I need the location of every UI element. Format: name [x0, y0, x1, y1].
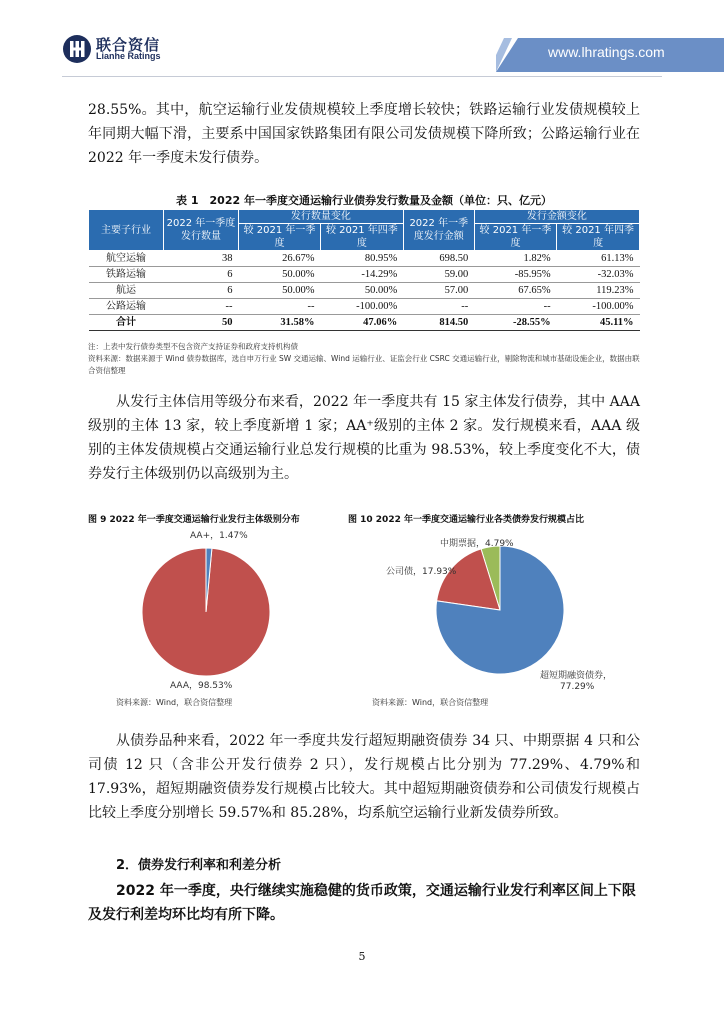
cell-count-vs-q1: --	[239, 299, 321, 315]
cell-count: --	[164, 299, 239, 315]
website-url[interactable]: www.lhratings.com	[548, 44, 665, 60]
page-header	[0, 0, 724, 80]
cell-count-vs-q1: 31.58%	[239, 315, 321, 331]
cell-amount: 59.00	[403, 267, 474, 283]
logo-text-en: Lianhe Ratings	[96, 51, 161, 61]
lianhe-logo-icon	[62, 34, 92, 64]
table-row	[89, 251, 640, 267]
cell-count-vs-q1: 50.00%	[239, 283, 321, 299]
cell-name: 公路运输	[89, 299, 164, 315]
figure-10-title: 图 10 2022 年一季度交通运输行业各类债券发行规模占比	[348, 515, 584, 525]
cell-name: 航空运输	[89, 251, 164, 267]
cell-count-vs-q1: 50.00%	[239, 267, 321, 283]
cell-amount: 57.00	[403, 283, 474, 299]
table-row	[89, 267, 640, 283]
cell-amount-vs-q4: -100.00%	[557, 299, 640, 315]
cell-name: 合计	[89, 315, 164, 331]
header-count-change: 发行数量变化	[239, 210, 404, 224]
paragraph-3: 从债券品种来看，2022 年一季度共发行超短期融资债券 34 只、中期票据 4 只和公司债 12 只（含非公开发行债券 2 只），发行规模占比分别为 77.29%、4.79%和 17.93%，超短期融资债券发行规模占比较大。其中超短期融资债券和公司债发行规模占比较上季度分别增长 59.57%和 85.28%，均系航空运输行业新发债券所致。	[88, 733, 640, 821]
cell-amount-vs-q1: -28.55%	[474, 315, 556, 331]
cell-amount-vs-q1: 1.82%	[474, 251, 556, 267]
cell-amount: 698.50	[403, 251, 474, 267]
label-aa-plus: AA+，1.47%	[190, 531, 248, 541]
cell-count-vs-q4: -14.29%	[320, 267, 403, 283]
cell-count-vs-q4: -100.00%	[320, 299, 403, 315]
header-count-vs-q4: 较 2021 年四季度	[320, 224, 403, 251]
header-amount-vs-q4: 较 2021 年四季度	[557, 224, 640, 251]
cell-amount-vs-q4: 119.23%	[557, 283, 640, 299]
section-heading: 2．债券发行利率和利差分析	[116, 858, 282, 873]
header-sub-industry: 主要子行业	[89, 210, 164, 251]
cell-amount-vs-q1: -85.95%	[474, 267, 556, 283]
cell-amount: 814.50	[403, 315, 474, 331]
cell-count-vs-q1: 26.67%	[239, 251, 321, 267]
header-amount-change: 发行金额变化	[474, 210, 639, 224]
logo	[62, 34, 192, 68]
figure-10-source: 资料来源：Wind，联合资信整理	[372, 698, 489, 707]
logo-text-cn: 联合资信	[96, 36, 161, 54]
label-scp-pct: 77.29%	[560, 682, 595, 692]
label-corp-bond: 公司债，17.93%	[386, 567, 457, 577]
label-mtn: 中期票据，4.79%	[440, 539, 514, 549]
cell-count: 38	[164, 251, 239, 267]
paragraph-1: 28.55%。其中，航空运输行业发债规模较上季度增长较快；铁路运输行业发债规模较上年同期大幅下滑，主要系中国国家铁路集团有限公司发债规模下降所致；公路运输行业在 2022 年一季度未发行债券。	[88, 102, 640, 166]
cell-count: 50	[164, 315, 239, 331]
label-aaa: AAA，98.53%	[170, 681, 233, 691]
table-note: 注：上表中发行债券类型不包含资产支持证券和政府支持机构债	[88, 342, 298, 351]
header-count-vs-q1: 较 2021 年一季度	[239, 224, 321, 251]
cell-amount-vs-q4: -32.03%	[557, 267, 640, 283]
cell-amount-vs-q4: 61.13%	[557, 251, 640, 267]
section-lead-paragraph: 2022 年一季度，央行继续实施稳健的货币政策，交通运输行业发行利率区间上下限及发行利差均环比均有所下降。	[88, 883, 636, 923]
header-divider	[62, 76, 662, 77]
cell-name: 航运	[89, 283, 164, 299]
table-source: 资料来源：数据来源于 Wind 债券数据库，选自申万行业 SW 交通运输、Wind 运输行业、证监会行业 CSRC 交通运输行业，剔除物流和城市基础设施企业，数据由联合资信整理	[88, 354, 640, 375]
figure-9-title: 图 9 2022 年一季度交通运输行业发行主体级别分布	[88, 515, 300, 525]
label-scp: 超短期融资债券，	[540, 671, 613, 681]
table-row	[89, 283, 640, 299]
header-issue-amount: 2022 年一季度发行金额	[403, 210, 474, 251]
table-row	[89, 299, 640, 315]
cell-name: 铁路运输	[89, 267, 164, 283]
bond-issuance-table	[88, 209, 640, 331]
cell-amount-vs-q1: 67.65%	[474, 283, 556, 299]
cell-amount: --	[403, 299, 474, 315]
cell-count: 6	[164, 283, 239, 299]
table-total-row	[89, 315, 640, 331]
page-number: 5	[358, 950, 366, 963]
cell-count-vs-q4: 80.95%	[320, 251, 403, 267]
cell-amount-vs-q4: 45.11%	[557, 315, 640, 331]
cell-count-vs-q4: 47.06%	[320, 315, 403, 331]
figure-10-pie-chart	[368, 528, 628, 693]
cell-count: 6	[164, 267, 239, 283]
header-issue-count: 2022 年一季度发行数量	[164, 210, 239, 251]
figure-9-source: 资料来源：Wind，联合资信整理	[116, 698, 233, 707]
cell-count-vs-q4: 50.00%	[320, 283, 403, 299]
cell-amount-vs-q1: --	[474, 299, 556, 315]
header-amount-vs-q1: 较 2021 年一季度	[474, 224, 556, 251]
table-title: 表 1 2022 年一季度交通运输行业债券发行数量及金额（单位：只、亿元）	[176, 194, 552, 207]
figure-9-pie-chart	[110, 522, 330, 694]
paragraph-2: 从发行主体信用等级分布来看，2022 年一季度共有 15 家主体发行债券，其中 AAA 级别的主体 13 家，较上季度新增 1 家；AA⁺级别的主体 2 家。发行规模来看，AAA 级别的主体发债规模占交通运输行业总发行规模的比重为 98.53%，较上季度变化不大，债券发行主体级别仍以高级别为主。	[88, 394, 640, 482]
